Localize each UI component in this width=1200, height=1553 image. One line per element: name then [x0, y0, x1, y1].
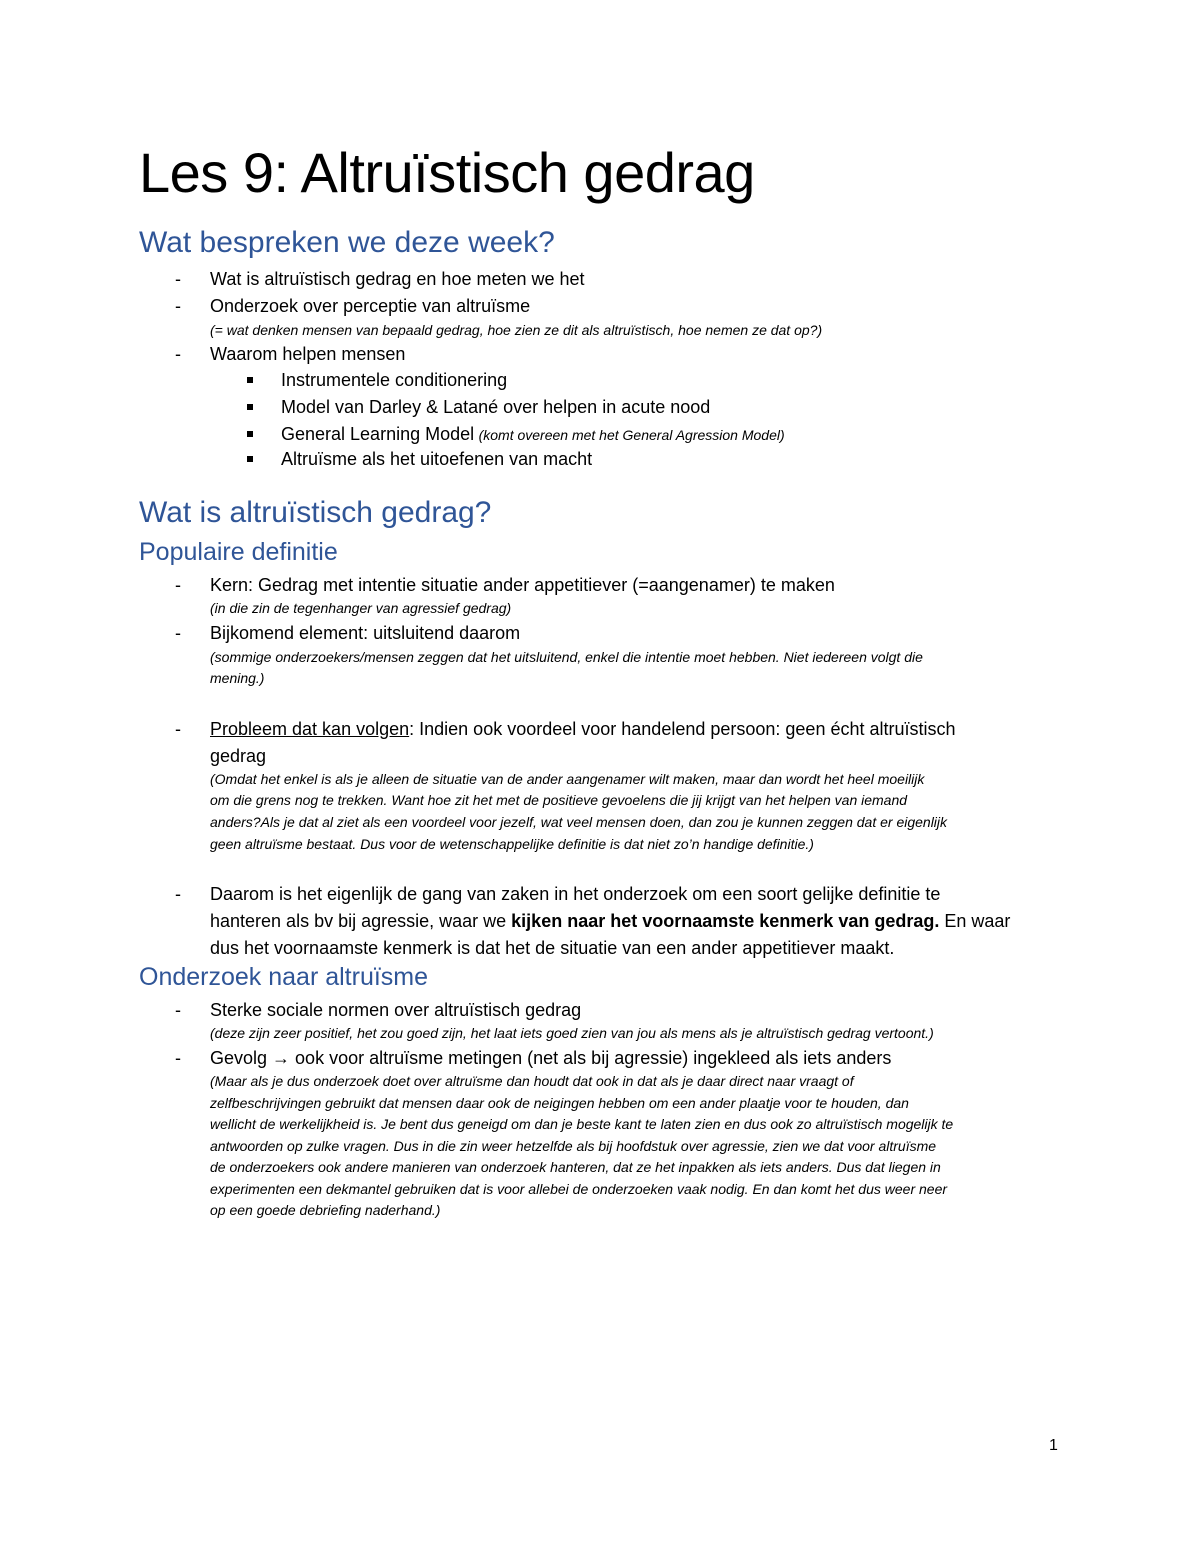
list-dash: -: [175, 884, 181, 904]
list-item-gevolg: [210, 1048, 891, 1069]
list-dash: -: [175, 719, 181, 739]
list-item-probleem: [210, 719, 956, 740]
text-run: Gevolg: [210, 1048, 273, 1068]
list-note: experimenten een dekmantel gebruiken dat is voor allebei de onderzoeken vaak nodig. En dan komt het dus weer neer: [210, 1181, 948, 1197]
list-note: de onderzoekers ook andere manieren van onderzoek hanteren, dat ze het inpakken als iets anders. Dus dat liegen in: [210, 1159, 941, 1175]
list-dash: -: [175, 344, 181, 364]
sub-list-item-text: General Learning Model: [281, 424, 475, 444]
page-number: 1: [1049, 1437, 1058, 1454]
subheading-populaire-definitie: Populaire definitie: [139, 538, 338, 566]
list-item: Sterke sociale normen over altruïstisch gedrag: [210, 1000, 582, 1020]
text-run: En waar: [939, 911, 1011, 931]
list-note: om die grens nog te trekken. Want hoe zit het met de positieve gevoelens die jij krijgt van het helpen van iemand: [210, 792, 908, 808]
sub-list-item: Altruïsme als het uitoefenen van macht: [281, 449, 593, 469]
sub-list-item: Instrumentele conditionering: [281, 370, 508, 390]
list-note: wellicht de werkelijkheid is. Je bent dus geneigd om dan je beste kant te laten zien en dus ook zo altruïstisch mogelijk te: [210, 1116, 954, 1132]
list-item: Kern: Gedrag met intentie situatie ander appetitiever (=aangenamer) te maken: [210, 575, 835, 595]
list-dash: -: [175, 623, 181, 643]
list-item: Wat is altruïstisch gedrag en hoe meten we het: [210, 269, 585, 289]
list-dash: -: [175, 1048, 181, 1068]
sub-list-item: Model van Darley & Latané over helpen in acute nood: [281, 397, 711, 417]
square-bullet-icon: [247, 377, 253, 383]
bold-text-run: kijken naar het voornaamste kenmerk van gedrag.: [511, 911, 940, 931]
sub-list-item-note: (komt overeen met het General Agression Model): [478, 427, 785, 443]
list-note: (in die zin de tegenhanger van agressief gedrag): [210, 600, 512, 616]
section-heading-week: Wat bespreken we deze week?: [139, 226, 555, 259]
square-bullet-icon: [247, 456, 253, 462]
list-item: Waarom helpen mensen: [210, 344, 406, 364]
document-title: Les 9: Altruïstisch gedrag: [139, 141, 755, 204]
list-item: Daarom is het eigenlijk de gang van zaken in het onderzoek om een soort gelijke definitie te: [210, 884, 941, 904]
subheading-onderzoek: Onderzoek naar altruïsme: [139, 963, 429, 991]
list-note: (sommige onderzoekers/mensen zeggen dat het uitsluitend, enkel die intentie moet hebben. Niet iedereen volgt die: [210, 649, 923, 665]
list-dash: -: [175, 1000, 181, 1020]
list-note: geen altruïsme bestaat. Dus voor de wetenschappelijke definitie is dat niet zo’n handige definitie.): [210, 836, 814, 852]
list-dash: -: [175, 575, 181, 595]
section-heading-definition: Wat is altruïstisch gedrag?: [139, 496, 492, 529]
list-item: Onderzoek over perceptie van altruïsme: [210, 296, 531, 316]
list-dash: -: [175, 296, 181, 316]
list-item-continuation: dus het voornaamste kenmerk is dat het de situatie van een ander appetitiever maakt.: [210, 938, 895, 958]
sub-list-item-glm: [281, 424, 785, 445]
list-note: zelfbeschrijvingen gebruikt dat mensen daar ook de neigingen hebben om een ander plaatje voor te houden, dan: [210, 1095, 909, 1111]
arrow-right-icon: →: [272, 1048, 291, 1068]
list-note: anders?Als je dat al ziet als een voordeel voor jezelf, wat veel mensen doen, dan zou je kunnen zeggen dat er eigenlijk: [210, 814, 948, 830]
square-bullet-icon: [247, 431, 253, 437]
list-note: antwoorden op zulke vragen. Dus in die zin weer hetzelfde als bij hoofdstuk over agressie, zien we dat voor altruïsme: [210, 1138, 937, 1154]
text-run: hanteren als bv bij agressie, waar we: [210, 911, 512, 931]
list-note: (Omdat het enkel is als je alleen de situatie van de ander aangenamer wilt maken, maar dan wordt het heel moeilijk: [210, 771, 925, 787]
list-item: Bijkomend element: uitsluitend daarom: [210, 623, 521, 643]
list-item-continuation: gedrag: [210, 746, 267, 766]
list-note: (= wat denken mensen van bepaald gedrag, hoe zien ze dit als altruïstisch, hoe nemen ze dat op?): [210, 322, 823, 338]
list-item-continuation: [210, 911, 1010, 932]
list-note: mening.): [210, 670, 265, 686]
list-item-text: Indien ook voordeel voor handelend persoon: geen écht altruïstisch: [414, 719, 956, 739]
label-colon: :: [409, 719, 415, 739]
list-note: (deze zijn zeer positief, het zou goed zijn, het laat iets goed zien van jou als mens als je altruïstisch gedrag vertoont.): [210, 1025, 934, 1041]
list-note: op een goede debriefing naderhand.): [210, 1202, 441, 1218]
list-note: (Maar als je dus onderzoek doet over altruïsme dan houdt dat ook in dat als je daar direct naar vraagt of: [210, 1073, 854, 1089]
square-bullet-icon: [247, 404, 253, 410]
list-dash: -: [175, 269, 181, 289]
underlined-label: Probleem dat kan volgen: [210, 719, 410, 739]
text-run: ook voor altruïsme metingen (net als bij agressie) ingekleed als iets anders: [290, 1048, 892, 1068]
